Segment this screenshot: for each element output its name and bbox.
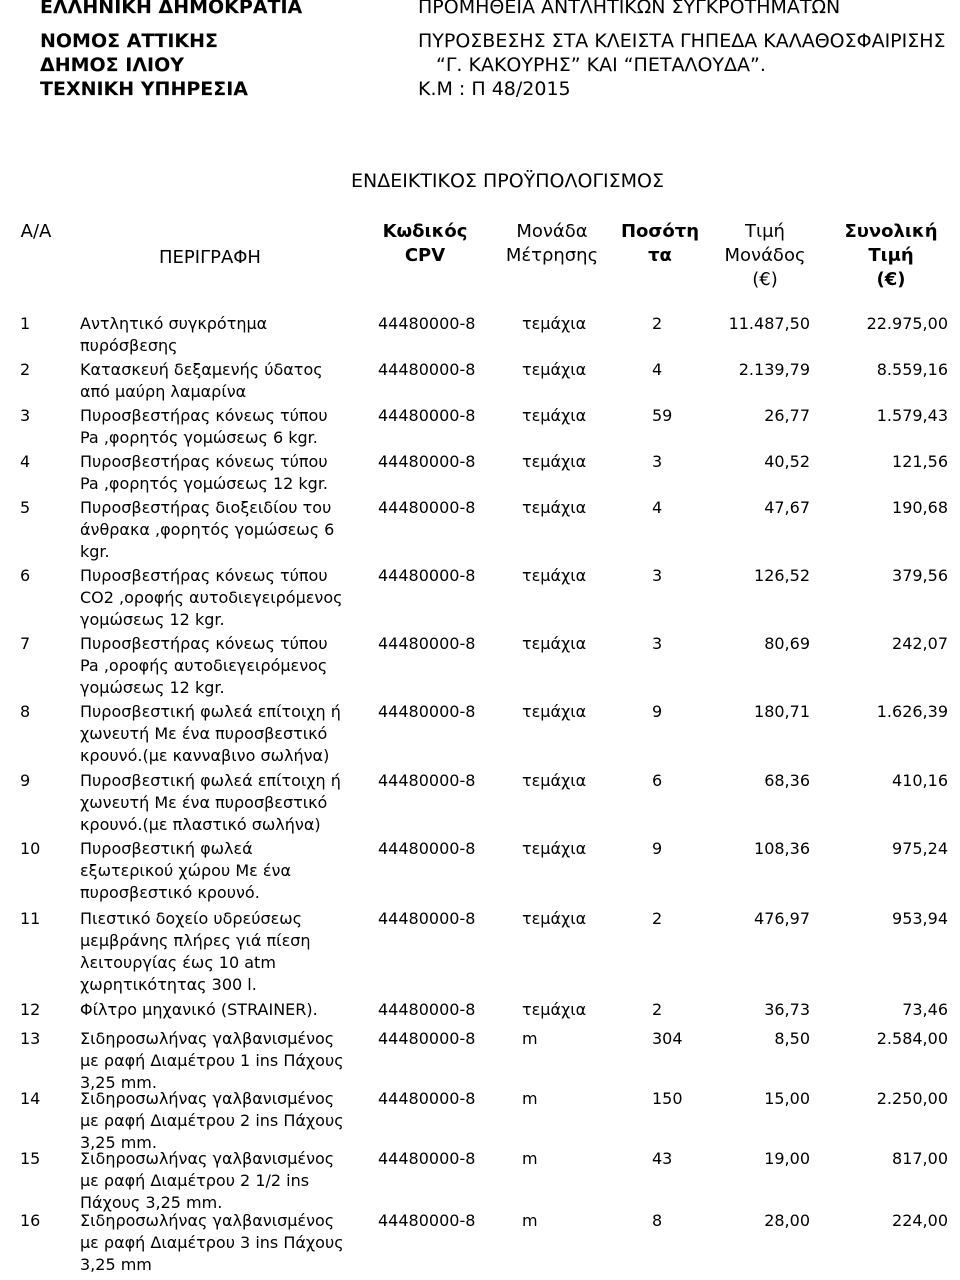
row-quantity: 3 <box>652 634 663 653</box>
row-unit-price: 28,00 <box>764 1211 810 1230</box>
row-total: 2.584,00 <box>876 1029 948 1048</box>
row-cpv: 44480000-8 <box>378 1000 476 1019</box>
row-total: 190,68 <box>892 498 948 517</box>
row-number: 14 <box>20 1089 41 1108</box>
row-number: 2 <box>20 360 31 379</box>
row-unit: τεμάχια <box>522 839 587 858</box>
row-unit-price: 26,77 <box>764 406 810 425</box>
col-header-desc: ΠΕΡΙΓΡΑΦΗ <box>159 247 261 268</box>
row-cpv: 44480000-8 <box>378 314 476 333</box>
header-right-line-3: “Γ. ΚΑΚΟΥΡΗΣ” ΚΑΙ “ΠΕΤΑΛΟΥΔΑ”. <box>436 54 766 76</box>
row-quantity: 2 <box>652 314 663 333</box>
col-header-cpv-line-2: CPV <box>404 245 446 266</box>
col-header-cpv <box>365 220 485 268</box>
row-total: 379,56 <box>892 566 948 585</box>
row-quantity: 43 <box>652 1149 673 1168</box>
row-cpv: 44480000-8 <box>378 498 476 517</box>
row-cpv: 44480000-8 <box>378 406 476 425</box>
row-unit: τεμάχια <box>522 360 587 379</box>
row-cpv: 44480000-8 <box>378 1149 476 1168</box>
row-number: 12 <box>20 1000 41 1019</box>
row-unit: τεμάχια <box>522 566 587 585</box>
row-number: 13 <box>20 1029 41 1048</box>
row-description: Σιδηροσωλήνας γαλβανισμένος με ραφή Διαμέτρου 3 ins Πάχους 3,25 mm <box>80 1211 344 1274</box>
row-number: 9 <box>20 771 31 790</box>
row-unit-price: 15,00 <box>764 1089 810 1108</box>
row-unit: m <box>522 1089 538 1108</box>
col-header-total-line-2: Τιμή <box>868 245 914 266</box>
col-header-price-line-3: (€) <box>752 269 778 290</box>
row-unit: τεμάχια <box>522 634 587 653</box>
row-unit-price: 476,97 <box>754 909 810 928</box>
header-right-line-1: ΠΡΟΜΗΘΕΙΑ ΑΝΤΛΗΤΙΚΩΝ ΣΥΓΚΡΟΤΗΜΑΤΩΝ <box>418 0 841 18</box>
col-header-unit-line-1: Μονάδα <box>516 221 588 242</box>
row-description: Πιεστικό δοχείο υδρεύσεως μεμβράνης πλήρες γιά πίεση λειτουργίας έως 10 atm χωρητικότητας 300 l. <box>80 909 311 994</box>
row-unit: τεμάχια <box>522 702 587 721</box>
row-total: 953,94 <box>892 909 948 928</box>
col-header-unit-line-2: Μέτρησης <box>505 245 599 266</box>
row-quantity: 9 <box>652 839 663 858</box>
row-unit: τεμάχια <box>522 406 587 425</box>
row-quantity: 8 <box>652 1211 663 1230</box>
col-header-unit <box>492 220 612 268</box>
row-number: 7 <box>20 634 31 653</box>
col-header-price <box>700 220 830 292</box>
row-description: Αντλητικό συγκρότημα πυρόσβεσης <box>80 314 268 355</box>
row-description: Σιδηροσωλήνας γαλβανισμένος με ραφή Διαμέτρου 1 ins Πάχους 3,25 mm. <box>80 1029 344 1092</box>
row-unit: τεμάχια <box>522 1000 587 1019</box>
row-unit-price: 68,36 <box>764 771 810 790</box>
row-unit-price: 108,36 <box>754 839 810 858</box>
row-quantity: 2 <box>652 1000 663 1019</box>
row-number: 15 <box>20 1149 41 1168</box>
row-description: Πυροσβεστική φωλεά εξωτερικού χώρου Με ένα πυροσβεστικό κρουνό. <box>80 839 291 902</box>
row-quantity: 2 <box>652 909 663 928</box>
row-unit: τεμάχια <box>522 314 587 333</box>
row-cpv: 44480000-8 <box>378 1089 476 1108</box>
header-right-line-2: ΠΥΡΟΣΒΕΣΗΣ ΣΤΑ ΚΛΕΙΣΤΑ ΓΗΠΕΔΑ ΚΑΛΑΘΟΣΦΑΙΡΙΣΗΣ <box>418 30 946 52</box>
col-header-qty-line-1: Ποσότη <box>620 221 700 242</box>
header-left-line-1: ΕΛΛΗΝΙΚΗ ΔΗΜΟΚΡΑΤΙΑ <box>40 0 303 18</box>
row-unit: τεμάχια <box>522 498 587 517</box>
col-header-qty <box>610 220 710 268</box>
row-description: Πυροσβεστήρας διοξειδίου του άνθρακα ,φορητός γομώσεως 6 kgr. <box>80 498 335 561</box>
row-unit-price: 180,71 <box>754 702 810 721</box>
col-header-total <box>826 220 956 292</box>
col-header-price-line-2: Μονάδος <box>724 245 806 266</box>
row-unit: τεμάχια <box>522 909 587 928</box>
row-unit-price: 36,73 <box>764 1000 810 1019</box>
row-number: 4 <box>20 452 31 471</box>
row-total: 121,56 <box>892 452 948 471</box>
row-unit-price: 8,50 <box>774 1029 810 1048</box>
row-unit: m <box>522 1029 538 1048</box>
row-number: 11 <box>20 909 41 928</box>
header-left-line-2: ΝΟΜΟΣ ΑΤΤΙΚΗΣ <box>40 30 219 52</box>
row-description: Πυροσβεστήρας κόνεως τύπου Pa ,φορητός γομώσεως 12 kgr. <box>80 452 329 493</box>
row-cpv: 44480000-8 <box>378 566 476 585</box>
header-left-line-4: ΤΕΧΝΙΚΗ ΥΠΗΡΕΣΙΑ <box>40 78 249 100</box>
row-unit: τεμάχια <box>522 771 587 790</box>
row-unit-price: 19,00 <box>764 1149 810 1168</box>
row-number: 1 <box>20 314 31 333</box>
row-description: Πυροσβεστήρας κόνεως τύπου Pa ,οροφής αυτοδιεγειρόμενος γομώσεως 12 kgr. <box>80 634 328 697</box>
row-quantity: 4 <box>652 360 663 379</box>
row-number: 16 <box>20 1211 41 1230</box>
row-total: 2.250,00 <box>876 1089 948 1108</box>
row-cpv: 44480000-8 <box>378 1029 476 1048</box>
row-cpv: 44480000-8 <box>378 839 476 858</box>
row-description: Σιδηροσωλήνας γαλβανισμένος με ραφή Διαμέτρου 2 ins Πάχους 3,25 mm. <box>80 1089 344 1152</box>
row-total: 22.975,00 <box>866 314 948 333</box>
row-number: 6 <box>20 566 31 585</box>
row-quantity: 304 <box>652 1029 683 1048</box>
row-number: 3 <box>20 406 31 425</box>
row-cpv: 44480000-8 <box>378 1211 476 1230</box>
row-quantity: 150 <box>652 1089 683 1108</box>
row-cpv: 44480000-8 <box>378 702 476 721</box>
row-unit-price: 47,67 <box>764 498 810 517</box>
row-description: Πυροσβεστική φωλεά επίτοιχη ή χωνευτή Με ένα πυροσβεστικό κρουνό.(με κανναβινο σωλήνα) <box>80 702 341 765</box>
row-description: Σιδηροσωλήνας γαλβανισμένος με ραφή Διαμέτρου 2 1/2 ins Πάχους 3,25 mm. <box>80 1149 335 1212</box>
row-total: 1.626,39 <box>876 702 948 721</box>
row-number: 5 <box>20 498 31 517</box>
col-header-price-line-1: Τιμή <box>745 221 785 242</box>
row-unit-price: 11.487,50 <box>728 314 810 333</box>
row-total: 817,00 <box>892 1149 948 1168</box>
row-description: Πυροσβεστική φωλεά επίτοιχη ή χωνευτή Με ένα πυροσβεστικό κρουνό.(με πλαστικό σωλήνα) <box>80 771 341 834</box>
row-unit-price: 126,52 <box>754 566 810 585</box>
row-unit: m <box>522 1149 538 1168</box>
col-header-total-line-3: (€) <box>876 269 906 290</box>
row-description: Πυροσβεστήρας κόνεως τύπου Pa ,φορητός γομώσεως 6 kgr. <box>80 406 328 447</box>
row-cpv: 44480000-8 <box>378 452 476 471</box>
row-total: 8.559,16 <box>876 360 948 379</box>
row-unit-price: 80,69 <box>764 634 810 653</box>
row-total: 224,00 <box>892 1211 948 1230</box>
row-description: Κατασκευή δεξαμενής ύδατος από μαύρη λαμαρίνα <box>80 360 323 401</box>
row-total: 73,46 <box>902 1000 948 1019</box>
row-unit: m <box>522 1211 538 1230</box>
row-number: 10 <box>20 839 41 858</box>
row-description: Φίλτρο μηχανικό (STRAINER). <box>80 1000 318 1019</box>
page-title: ΕΝΔΕΙΚΤΙΚΟΣ ΠΡΟΫΠΟΛΟΓΙΣΜΟΣ <box>351 170 664 192</box>
row-cpv: 44480000-8 <box>378 360 476 379</box>
row-cpv: 44480000-8 <box>378 771 476 790</box>
row-unit-price: 40,52 <box>764 452 810 471</box>
row-total: 975,24 <box>892 839 948 858</box>
col-header-aa: Α/Α <box>20 221 52 242</box>
row-cpv: 44480000-8 <box>378 634 476 653</box>
row-total: 410,16 <box>892 771 948 790</box>
col-header-total-line-1: Συνολική <box>844 221 938 242</box>
row-total: 242,07 <box>892 634 948 653</box>
col-header-qty-line-2: τα <box>648 245 672 266</box>
row-description: Πυροσβεστήρας κόνεως τύπου CO2 ,οροφής αυτοδιεγειρόμενος γομώσεως 12 kgr. <box>80 566 343 629</box>
header-left-line-3: ΔΗΜΟΣ ΙΛΙΟΥ <box>40 54 185 76</box>
row-quantity: 59 <box>652 406 673 425</box>
col-header-cpv-line-1: Κωδικός <box>382 221 468 242</box>
row-number: 8 <box>20 702 31 721</box>
row-unit: τεμάχια <box>522 452 587 471</box>
row-quantity: 3 <box>652 452 663 471</box>
row-quantity: 4 <box>652 498 663 517</box>
row-quantity: 3 <box>652 566 663 585</box>
row-cpv: 44480000-8 <box>378 909 476 928</box>
row-quantity: 6 <box>652 771 663 790</box>
row-total: 1.579,43 <box>876 406 948 425</box>
row-unit-price: 2.139,79 <box>738 360 810 379</box>
header-right-line-4: Κ.Μ : Π 48/2015 <box>418 78 571 100</box>
row-quantity: 9 <box>652 702 663 721</box>
